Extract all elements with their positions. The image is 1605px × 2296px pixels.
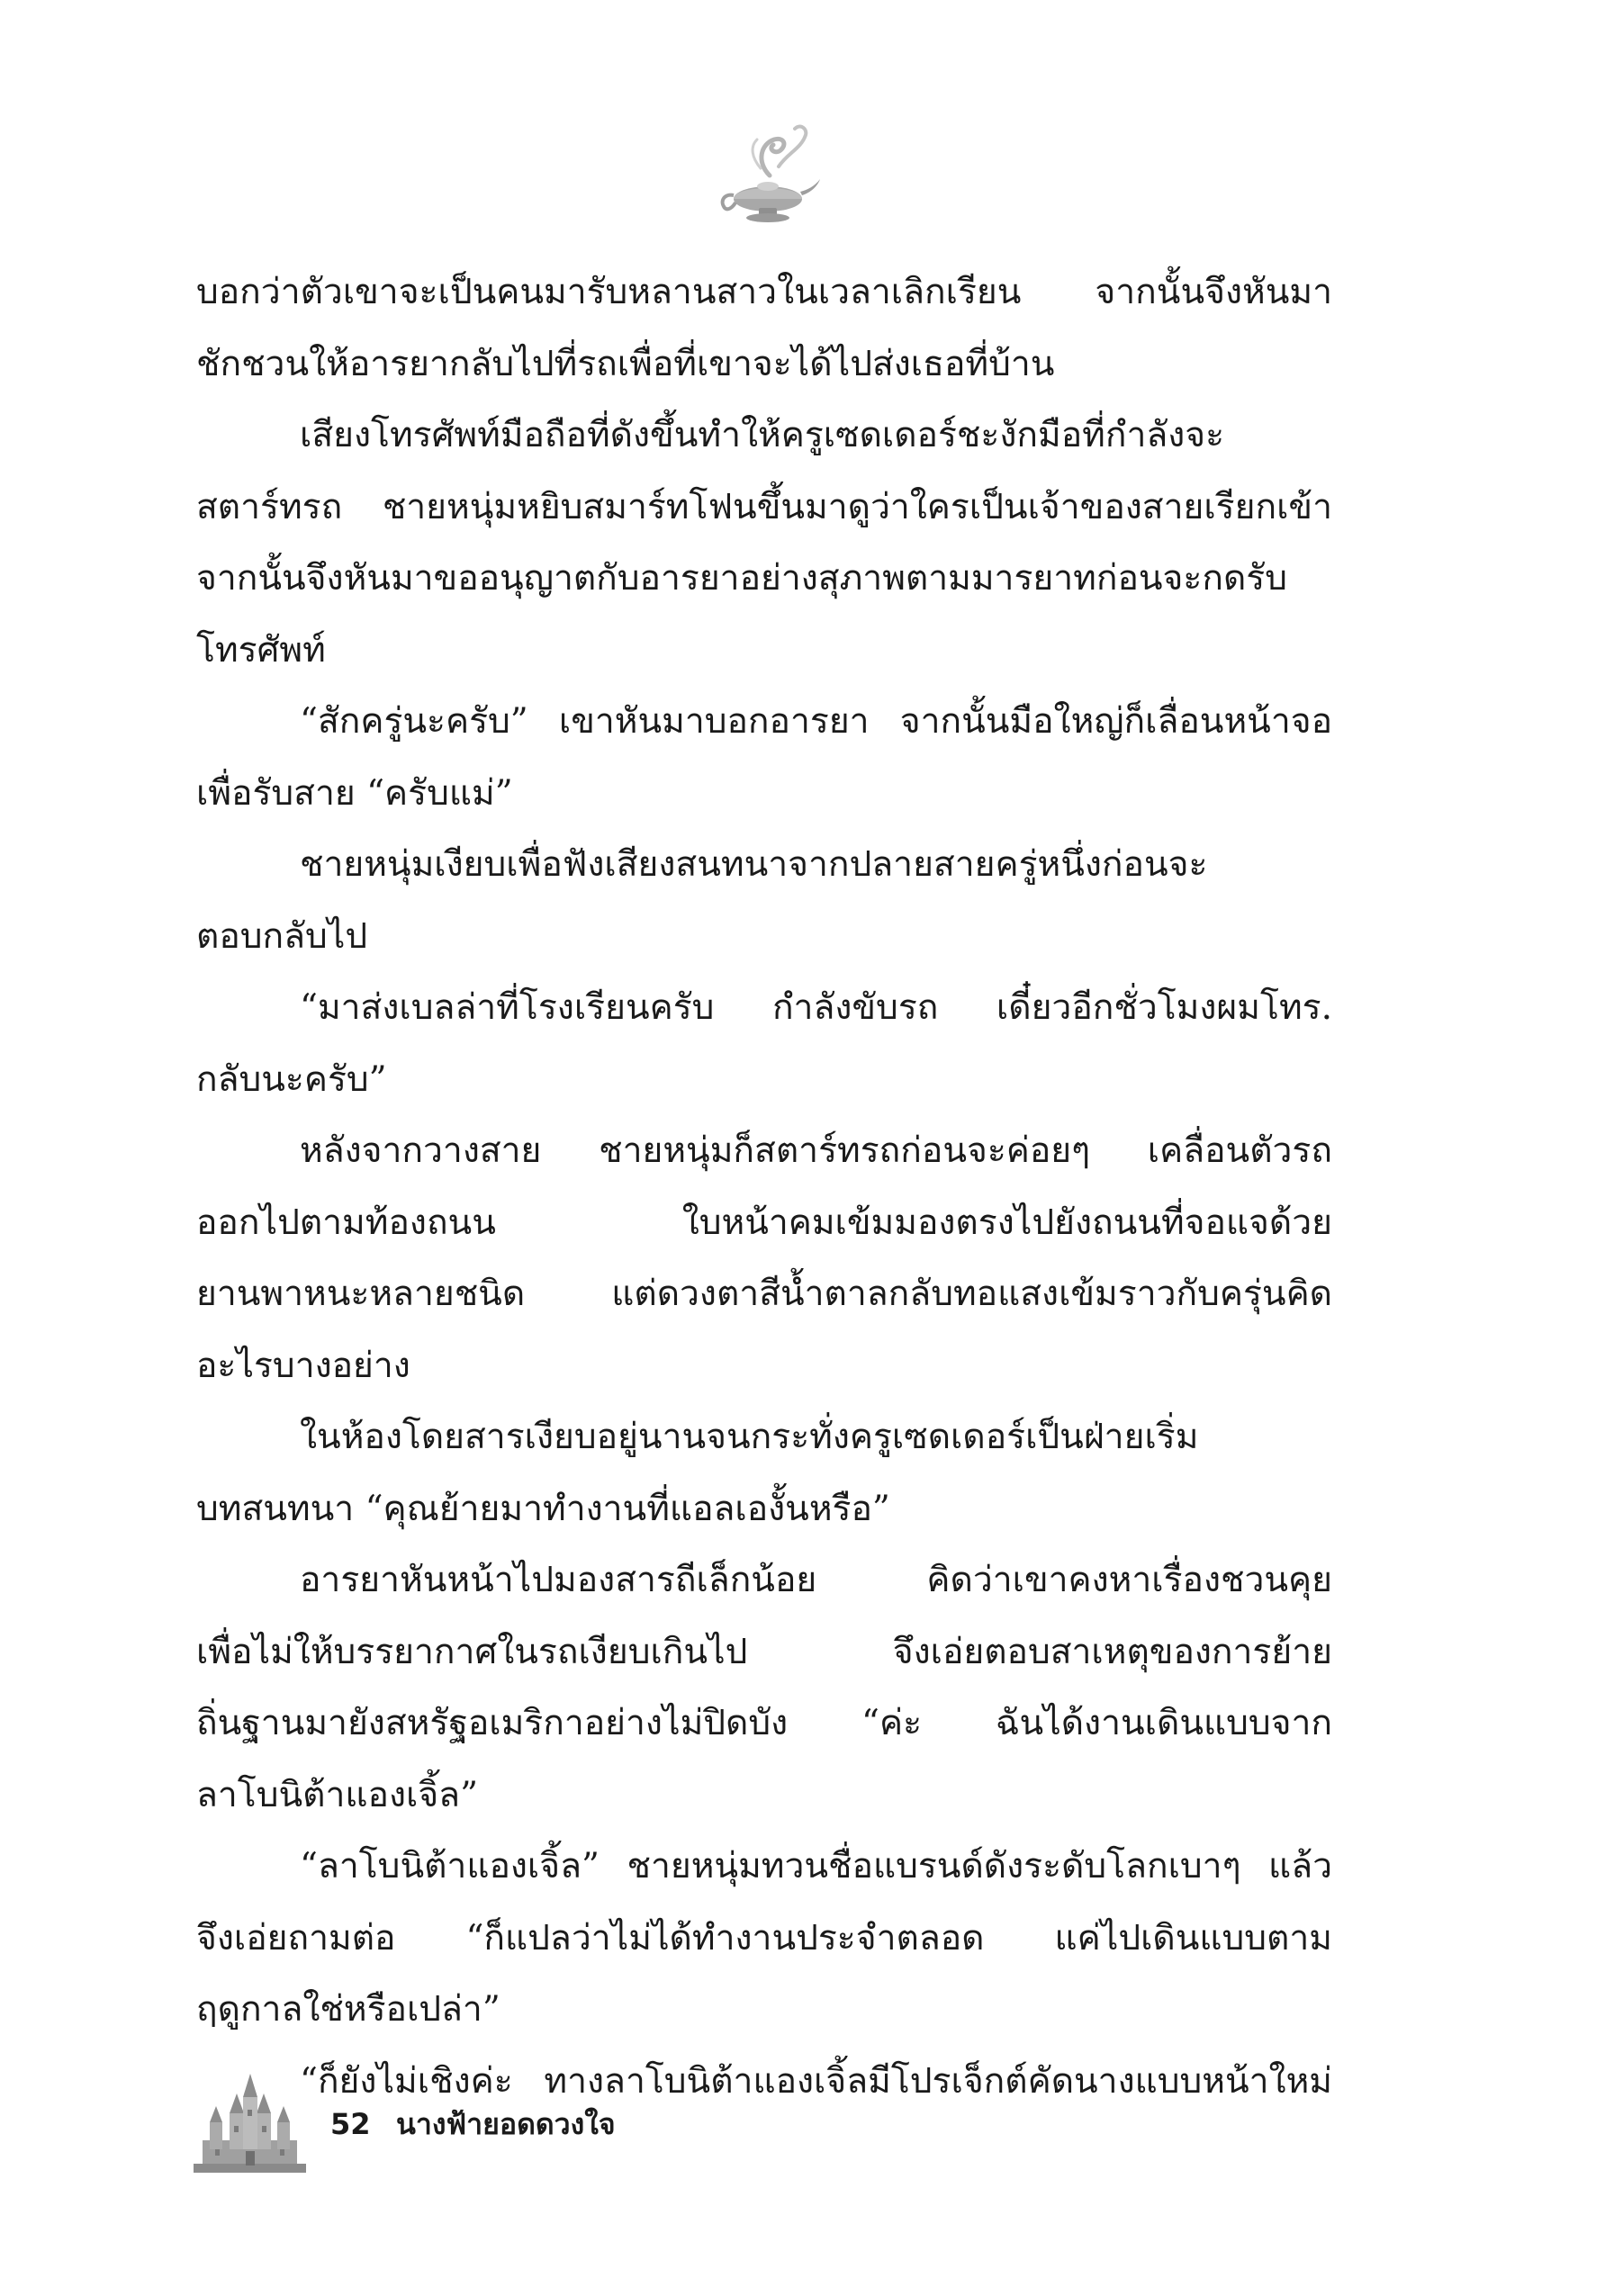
text-line: จึงเอ่ยถามต่อ “ก็แปลว่าไม่ได้ทำงานประจำตลอด แค่ไปเดินแบบตาม: [196, 1917, 1332, 1958]
text-line: ฤดูกาลใช่หรือเปล่า”: [196, 1989, 500, 2030]
text-line: จากนั้นจึงหันมาขออนุญาตกับอารยาอย่างสุภาพตามมารยาทก่อนจะกดรับ: [196, 558, 1287, 599]
castle-icon: [194, 2070, 306, 2178]
text-line: ในห้องโดยสารเงียบอยู่นานจนกระทั่งครูเซดเดอร์เป็นฝ่ายเริ่ม: [300, 1417, 1199, 1457]
text-line: หลังจากวางสาย ชายหนุ่มก็สตาร์ทรถก่อนจะค่อยๆ เคลื่อนตัวรถ: [300, 1130, 1332, 1171]
text-line: กลับนะครับ”: [196, 1058, 387, 1100]
text-line: เสียงโทรศัพท์มือถือที่ดังขึ้นทำให้ครูเซดเดอร์ชะงักมือที่กำลังจะ: [300, 415, 1225, 455]
text-line: “ก็ยังไม่เชิงค่ะ ทางลาโบนิต้าแองเจิ้ลมีโปรเจ็กต์คัดนางแบบหน้าใหม่: [300, 2060, 1332, 2102]
text-line: ชายหนุ่มเงียบเพื่อฟังเสียงสนทนาจากปลายสายครู่หนึ่งก่อนจะ: [300, 844, 1208, 885]
text-line: ชักชวนให้อารยากลับไปที่รถเพื่อที่เขาจะได้ไปส่งเธอที่บ้าน: [196, 343, 1055, 384]
text-line: เพื่อไม่ให้บรรยากาศในรถเงียบเกินไป จึงเอ่ยตอบสาเหตุของการย้าย: [196, 1631, 1332, 1672]
magic-lamp-icon: [707, 113, 824, 230]
text-line: ลาโบนิต้าแองเจิ้ล”: [196, 1774, 479, 1815]
text-line: ถิ่นฐานมายังสหรัฐอเมริกาอย่างไม่ปิดบัง “ค่ะ ฉันได้งานเดินแบบจาก: [196, 1703, 1332, 1743]
text-line: อะไรบางอย่าง: [196, 1345, 410, 1386]
text-line: ยานพาหนะหลายชนิด แต่ดวงตาสีน้ำตาลกลับทอแสงเข้มราวกับครุ่นคิด: [196, 1274, 1332, 1314]
text-line: สตาร์ทรถ ชายหนุ่มหยิบสมาร์ทโฟนขึ้นมาดูว่าใครเป็นเจ้าของสายเรียกเข้า: [196, 486, 1332, 527]
page-number: 52: [330, 2107, 371, 2141]
text-line: เพื่อรับสาย “ครับแม่”: [196, 772, 513, 814]
text-line: “ลาโบนิต้าแองเจิ้ล” ชายหนุ่มทวนชื่อแบรนด์ดังระดับโลกเบาๆ แล้ว: [300, 1846, 1332, 1886]
text-line: ตอบกลับไป: [196, 915, 368, 957]
text-line: บอกว่าตัวเขาจะเป็นคนมารับหลานสาวในเวลาเลิกเรียน จากนั้นจึงหันมา: [196, 272, 1332, 312]
page-footer: [194, 2070, 824, 2178]
text-line: โทรศัพท์: [196, 629, 326, 671]
text-line: “สักครู่นะครับ” เขาหันมาบอกอารยา จากนั้นมือใหญ่ก็เลื่อนหน้าจอ: [300, 701, 1332, 742]
text-line: “มาส่งเบลล่าที่โรงเรียนครับ กำลังขับรถ เดี๋ยวอีกชั่วโมงผมโทร.: [300, 987, 1332, 1028]
book-title: นางฟ้ายอดดวงใจ: [396, 2107, 616, 2141]
text-line: อารยาหันหน้าไปมองสารถีเล็กน้อย คิดว่าเขาคงหาเรื่องชวนคุย: [300, 1560, 1332, 1600]
text-line: ออกไปตามท้องถนน ใบหน้าคมเข้มมองตรงไปยังถนนที่จอแจด้วย: [196, 1202, 1332, 1243]
body-text: [196, 257, 1332, 2117]
text-line: บทสนทนา “คุณย้ายมาทำงานที่แอลเองั้นหรือ”: [196, 1488, 890, 1529]
